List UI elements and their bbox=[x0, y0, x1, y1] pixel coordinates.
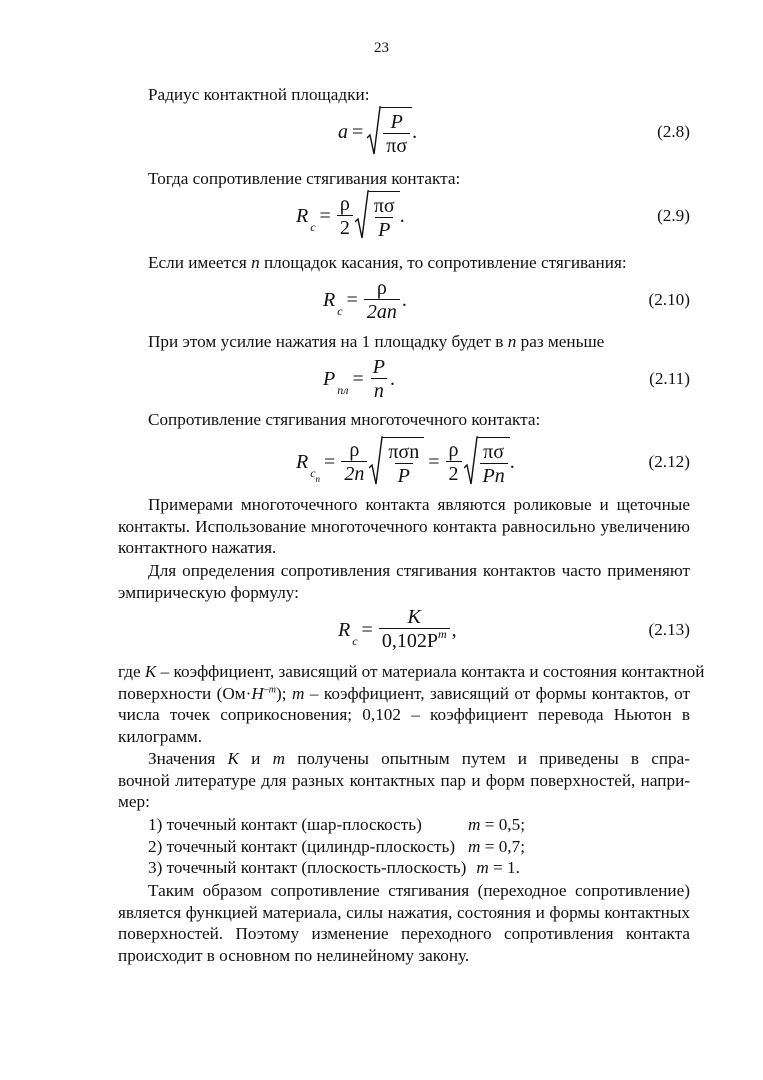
eq-end: . bbox=[412, 120, 418, 143]
eq-subscript bbox=[310, 465, 321, 484]
paragraph-n-areas bbox=[118, 252, 690, 274]
paragraph-force bbox=[118, 331, 690, 353]
eq-end: . bbox=[509, 450, 515, 473]
radical-icon bbox=[355, 188, 369, 244]
text: ); bbox=[276, 683, 292, 703]
eq-sign: = bbox=[324, 450, 336, 473]
paragraph-values bbox=[118, 748, 690, 813]
list-text: 2) точечный контакт (цилиндр-плоскость) bbox=[148, 836, 456, 856]
denominator: n bbox=[371, 378, 387, 403]
equation-number: (2.8) bbox=[657, 122, 690, 141]
text: где bbox=[118, 662, 145, 681]
text: При этом усилие нажатия на 1 площадку будет в bbox=[148, 332, 508, 351]
denominator: πσ bbox=[383, 133, 410, 158]
text-line: происходит в основном по нелинейному закону. bbox=[118, 946, 470, 966]
text-line: контактного нажатия. bbox=[118, 538, 277, 558]
text-line: Для определения сопротивления стягивания контактов часто применяют bbox=[148, 561, 690, 580]
eq-end: . bbox=[401, 288, 407, 311]
numerator: πσ bbox=[373, 194, 395, 217]
radical-icon bbox=[369, 434, 383, 490]
list-text: 1) точечный контакт (шар-плоскость) bbox=[148, 815, 422, 834]
exponent: m bbox=[437, 626, 447, 641]
var-k: K bbox=[227, 749, 239, 768]
eq-sign: = bbox=[352, 367, 364, 390]
page-number: 23 bbox=[374, 40, 389, 56]
equation-2-13 bbox=[118, 602, 690, 658]
eq-subscript: c bbox=[310, 219, 316, 234]
text: – коэффициент, зависящий от формы контактов, от bbox=[304, 683, 690, 703]
text: Если имеется bbox=[148, 253, 252, 272]
equation-2-10 bbox=[118, 272, 690, 328]
text: и bbox=[238, 749, 273, 768]
text-line: эмпирическую формулу: bbox=[118, 582, 299, 602]
eq-subscript: c bbox=[337, 303, 343, 318]
list-item bbox=[148, 836, 525, 858]
var-h: H bbox=[251, 683, 264, 703]
equation-2-12 bbox=[118, 432, 690, 492]
denominator: Pn bbox=[480, 463, 508, 488]
sqrt bbox=[367, 104, 412, 160]
denominator: P bbox=[395, 463, 413, 488]
denominator: 2an bbox=[364, 299, 400, 324]
subsub: n bbox=[315, 473, 321, 484]
list-value: = 0,5; bbox=[480, 815, 525, 834]
eq-sign: = bbox=[428, 450, 440, 473]
list-text: 3) точечный контакт (плоскость-плоскость) bbox=[148, 858, 467, 878]
equation-number: (2.13) bbox=[648, 620, 690, 639]
paragraph-empirical bbox=[118, 560, 690, 603]
list-value: = 1. bbox=[488, 858, 520, 878]
equation-number: (2.11) bbox=[649, 369, 690, 388]
denominator bbox=[379, 628, 450, 655]
sqrt bbox=[464, 434, 510, 490]
denominator: P bbox=[375, 217, 393, 242]
equation-2-9 bbox=[118, 186, 690, 246]
list-value: = 0,7; bbox=[480, 836, 525, 856]
paragraph-where bbox=[118, 661, 705, 748]
radical-icon bbox=[367, 104, 381, 160]
var-m: m bbox=[476, 858, 489, 878]
numerator: P bbox=[390, 110, 403, 133]
paragraph-examples bbox=[118, 494, 690, 559]
paragraph-resistance: Тогда сопротивление стягивания контакта: bbox=[148, 169, 461, 188]
radical-icon bbox=[464, 434, 478, 490]
equation-number: (2.12) bbox=[648, 452, 690, 471]
eq-sign: = bbox=[361, 618, 373, 641]
var-n: n bbox=[507, 332, 517, 351]
text-line: является функцией материала, силы нажатия, состояния и формы контактных bbox=[118, 902, 690, 922]
numerator: K bbox=[407, 605, 421, 628]
paragraph-conclusion bbox=[118, 880, 690, 967]
list-item bbox=[148, 814, 525, 836]
eq-lhs: P bbox=[323, 367, 336, 390]
text: площадок касания, то сопротивление стягивания: bbox=[259, 253, 627, 272]
paragraph-contact-radius: Радиус контактной площадки: bbox=[148, 85, 370, 104]
numerator: ρ bbox=[376, 276, 387, 299]
eq-subscript: пл bbox=[337, 382, 349, 397]
den-text: 0,102P bbox=[381, 629, 438, 652]
eq-sign: = bbox=[346, 288, 358, 311]
equation-number: (2.10) bbox=[648, 290, 690, 309]
text: Значения bbox=[148, 749, 228, 768]
numerator: πσ bbox=[483, 440, 505, 463]
text-line: поверхностей. Поэтому изменение переходного сопротивления контакта bbox=[118, 924, 690, 944]
var-n: n bbox=[251, 253, 260, 272]
exponent: –m bbox=[263, 683, 277, 695]
var-m: m bbox=[272, 749, 285, 768]
eq-sign: = bbox=[352, 120, 364, 143]
eq-lhs: R bbox=[296, 204, 309, 227]
var-k: K bbox=[144, 662, 157, 681]
text-line: вочной литературе для разных контактных пар и форм поверхностей, напри- bbox=[118, 770, 690, 790]
text-line: числа точек соприкосновения; 0,102 – коэффициент перевода Ньютон в bbox=[118, 705, 690, 725]
equation-2-11 bbox=[118, 352, 690, 406]
eq-lhs: R bbox=[338, 618, 351, 641]
var-m: m bbox=[468, 836, 481, 856]
eq-end: . bbox=[389, 367, 395, 390]
text-line: килограмм. bbox=[118, 727, 203, 747]
text-line: мер: bbox=[118, 792, 150, 812]
text-line: контакты. Использование многоточечного контакта равносильно увеличению bbox=[118, 516, 690, 536]
text: раз меньше bbox=[516, 332, 605, 351]
denominator: 2 bbox=[446, 461, 462, 486]
text-line: Таким образом сопротивление стягивания (переходное сопротивление) bbox=[148, 881, 690, 900]
eq-lhs: a bbox=[338, 120, 348, 143]
var-m: m bbox=[468, 815, 481, 834]
paragraph-multipoint: Сопротивление стягивания многоточечного контакта: bbox=[148, 410, 541, 429]
contact-list bbox=[148, 814, 525, 879]
sqrt bbox=[355, 188, 400, 244]
sub: c bbox=[310, 465, 316, 480]
sqrt bbox=[369, 434, 424, 490]
denominator: 2n bbox=[341, 461, 367, 486]
var-m: m bbox=[291, 683, 305, 703]
numerator: P bbox=[372, 355, 385, 378]
equation-2-8 bbox=[118, 102, 690, 162]
denominator: 2 bbox=[337, 215, 353, 240]
text-line: Примерами многоточечного контакта являются роликовые и щеточные bbox=[148, 495, 690, 514]
list-item bbox=[148, 857, 525, 879]
numerator: ρ bbox=[448, 438, 459, 461]
eq-end: . bbox=[399, 204, 405, 227]
text: поверхности (Ом· bbox=[118, 683, 252, 703]
numerator: πσn bbox=[388, 440, 420, 463]
eq-lhs: R bbox=[323, 288, 336, 311]
eq-lhs: R bbox=[296, 450, 309, 473]
text: получены опытным путем и приведены в спра- bbox=[285, 749, 690, 768]
eq-end: , bbox=[451, 618, 457, 641]
numerator: ρ bbox=[339, 192, 350, 215]
text: – коэффициент, зависящий от материала контакта и состояния контактной bbox=[156, 662, 705, 681]
eq-subscript: c bbox=[352, 633, 358, 648]
equation-number: (2.9) bbox=[657, 206, 690, 225]
eq-sign: = bbox=[319, 204, 331, 227]
numerator: ρ bbox=[349, 438, 360, 461]
